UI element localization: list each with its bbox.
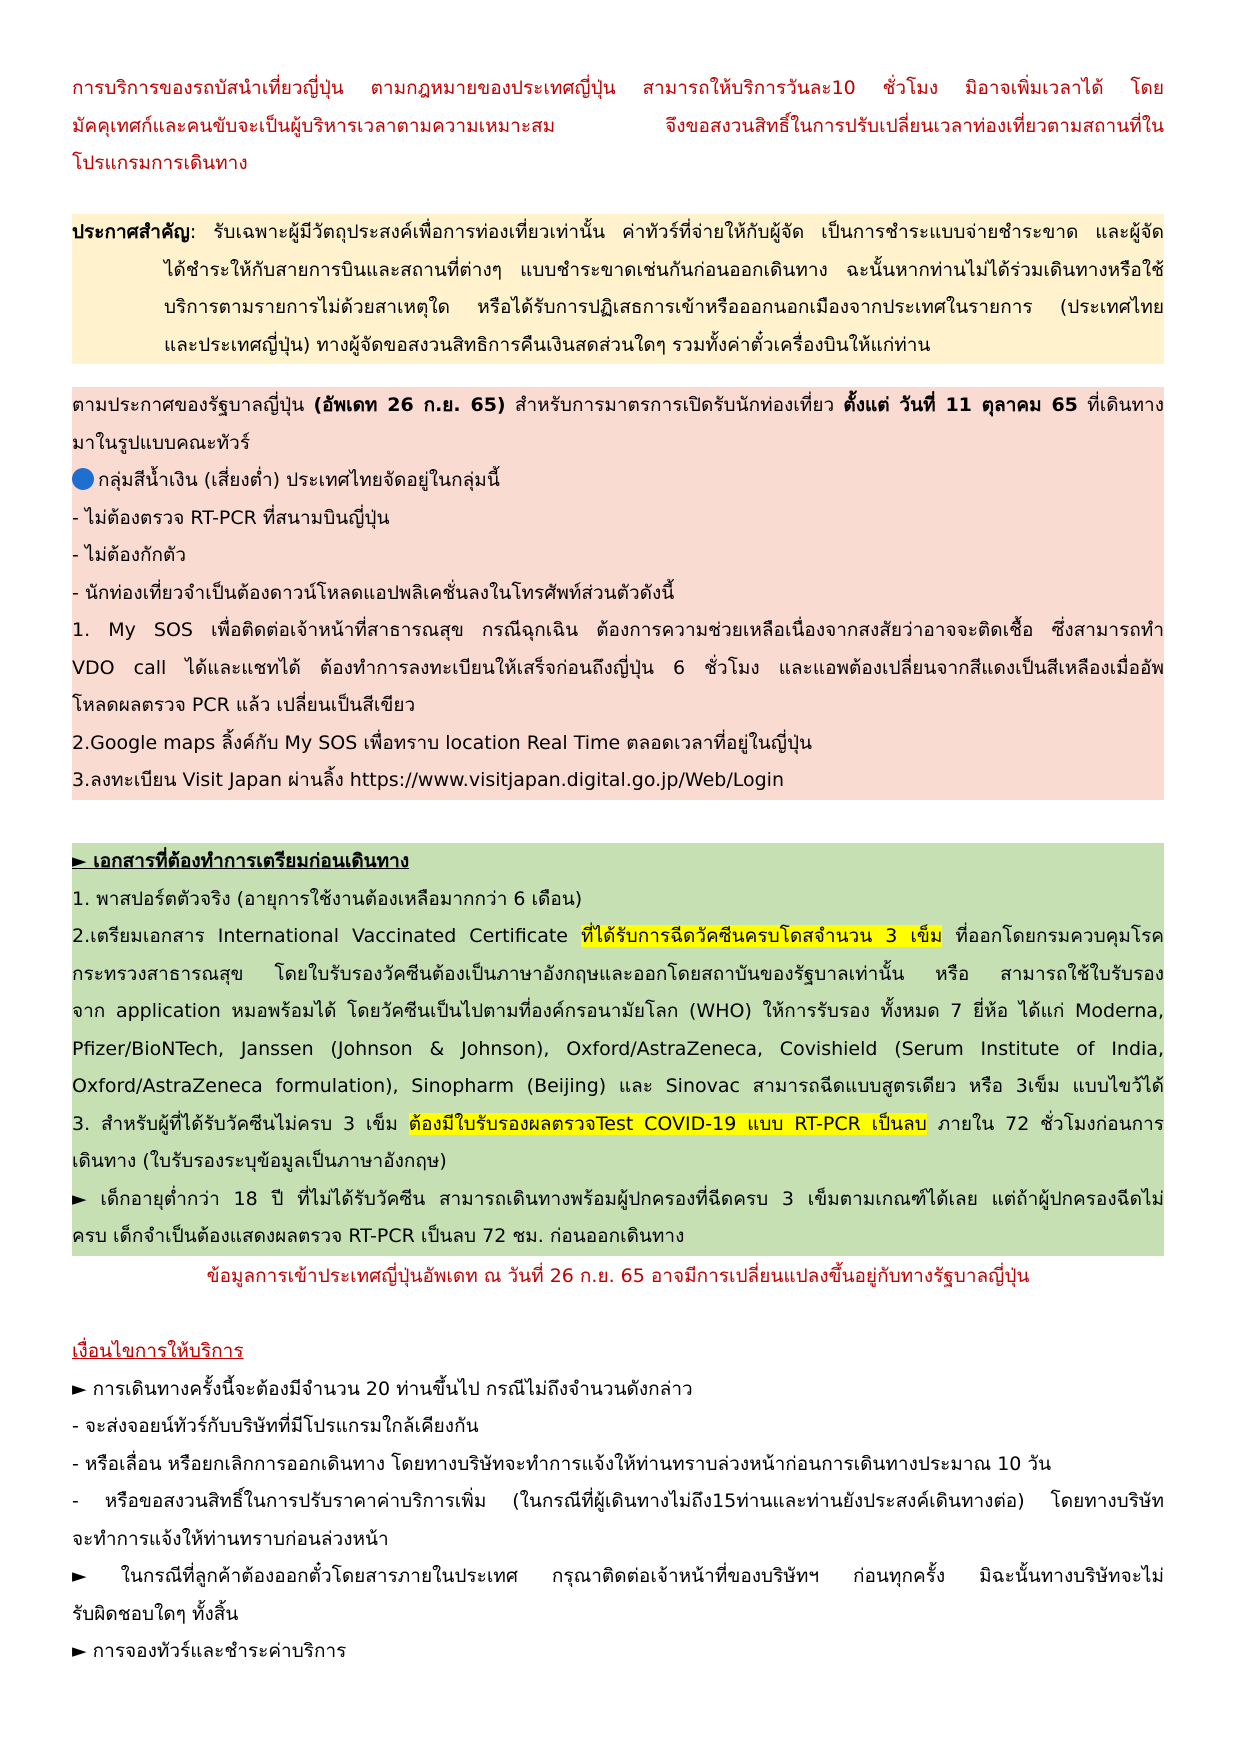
list-item: โหลดผลตรวจ PCR แล้ว เปลี่ยนเป็นสีเขียว (72, 694, 416, 716)
list-item: Oxford/AstraZeneca formulation), Sinopharm (Beijing) และ Sinovac สามารถฉีดแบบสูตรเดียว หรือ 3เข็ม แบบไขว้ได้ (72, 1075, 1164, 1097)
list-item: จาก application หมอพร้อมได้ โดยวัคซีนเป็นไปตามที่องค์กรอนามัยโลก (WHO) ให้การรับรอง ทั้งหมด 7 ยี่ห้อ ได้แก่ Moderna, (72, 1000, 1164, 1022)
announcement-text: ที่เดินทาง (1077, 394, 1164, 416)
disclaimer-text: ข้อมูลการเข้าประเทศญี่ปุ่นอัพเดท ณ วันที่ 26 ก.ย. 65 อาจมีการเปลี่ยนแปลงขึ้นอยู่กับทางรัฐบาลญี่ปุ่น (206, 1265, 1030, 1287)
important-notice (72, 214, 1164, 364)
visit-japan-link-line: 3.ลงทะเบียน Visit Japan ผ่านลิ้ง https://www.visitjapan.digital.go.jp/Web/Login (72, 769, 784, 791)
notice-label: ประกาศสำคัญ (72, 221, 190, 243)
list-item: ► การจองทัวร์และชำระค่าบริการ (72, 1640, 347, 1662)
list-item: - ไม่ต้องกักตัว (72, 544, 187, 566)
blue-group-line (72, 462, 1164, 500)
list-item (72, 918, 1164, 956)
japan-announcement (72, 387, 1164, 800)
list-item: - หรือขอสงวนสิทธิ์ในการปรับราคาค่าบริการเพิ่ม (ในกรณีที่ผู้เดินทางไม่ถึง15ท่านและท่านยังประสงค์เดินทางต่อ) โดยทางบริษัท (72, 1490, 1164, 1512)
notice-line: ได้ชำระให้กับสายการบินและสถานที่ต่างๆ แบบชำระขาดเช่นกันก่อนออกเดินทาง ฉะนั้นหากท่านไม่ได้ร่วมเดินทางหรือใช้ (164, 258, 1164, 281)
doc-text: ที่ออกโดยกรมควบคุมโรค (942, 925, 1164, 947)
list-item: - จะส่งจอยน์ทัวร์กับบริษัทที่มีโปรแกรมใกล้เคียงกัน (72, 1415, 479, 1437)
list-item: ► เด็กอายุต่ำกว่า 18 ปี ที่ไม่ได้รับวัคซีน สามารถเดินทางพร้อมผู้ปกครองที่ฉีดครบ 3 เข็มตามเกณฑ์ได้เลย แต่ถ้าผู้ปกครองฉีดไม่ (72, 1187, 1164, 1210)
list-item: เดินทาง (ใบรับรองระบุข้อมูลเป็นภาษาอังกฤษ) (72, 1150, 447, 1172)
list-item: VDO call ได้และแชทได้ ต้องทำการลงทะเบียนให้เสร็จก่อนถึงญี่ปุ่น 6 ชั่วโมง และแอพต้องเปลี่ยนจากสีแดงเป็นสีเหลืองเมื่ออัพ (72, 656, 1164, 679)
notice-first-line (72, 214, 1164, 252)
documents-section (72, 843, 1164, 1256)
list-item: กระทรวงสาธารณสุข โดยใบรับรองวัคซีนต้องเป็นภาษาอังกฤษและออกโดยสถาบันของรัฐบาลเท่านั้น หรือ สามารถใช้ใบรับรอง (72, 962, 1164, 985)
notice-line: บริการตามรายการไม่ด้วยสาเหตุใด หรือได้รับการปฏิเสธการเข้าหรือออกนอกเมืองจากประเทศในรายการ (ประเทศไทย (164, 296, 1164, 318)
doc-text: ภายใน 72 ชั่วโมงก่อนการ (926, 1112, 1164, 1135)
documents-heading: ► เอกสารที่ต้องทำการเตรียมก่อนเดินทาง (72, 850, 410, 872)
intro-line: การบริการของรถบัสนำเที่ยวญี่ปุ่น ตามกฎหมายของประเทศญี่ปุ่น สามารถให้บริการวันละ10 ชั่วโมง มิอาจเพิ่มเวลาได้ โดย (72, 77, 1164, 99)
doc-text: 2.เตรียมเอกสาร International Vaccinated Certificate (72, 925, 582, 947)
list-item: รับผิดชอบใดๆ ทั้งสิ้น (72, 1602, 239, 1625)
list-item: จะทำการแจ้งให้ท่านทราบก่อนล่วงหน้า (72, 1527, 389, 1550)
intro-line: มัคคุเทศก์และคนขับจะเป็นผู้บริหารเวลาตามความเหมาะสม จึงขอสงวนสิทธิ์ในการปรับเปลี่ยนเวลาท่องเที่ยวตามสถานที่ใน (72, 114, 1164, 137)
list-item: ครบ เด็กจำเป็นต้องแสดงผลตรวจ RT-PCR เป็นลบ 72 ชม. ก่อนออกเดินทาง (72, 1225, 685, 1247)
intro-line: โปรแกรมการเดินทาง (72, 152, 248, 174)
notice-text: : รับเฉพาะผู้มีวัตถุประสงค์เพื่อการท่องเที่ยวเท่านั้น ค่าทัวร์ที่จ่ายให้กับผู้จัด เป็นการชำระแบบจ่ายชำระขาด และผู้จัด (189, 221, 1164, 243)
blue-circle-icon (72, 468, 94, 490)
announcement-text: สำหรับการมาตรการเปิดรับนักท่องเที่ยว (505, 394, 844, 416)
announcement-line (72, 387, 1164, 425)
list-item: - หรือเลื่อน หรือยกเลิกการออกเดินทาง โดยทางบริษัทจะทำการแจ้งให้ท่านทราบล่วงหน้าก่อนการเดินทางประมาณ 10 วัน (72, 1452, 1052, 1475)
list-item: ► การเดินทางครั้งนี้จะต้องมีจำนวน 20 ท่านขึ้นไป กรณีไม่ถึงจำนวนดังกล่าว (72, 1377, 693, 1400)
bus-service-intro (72, 70, 1164, 183)
notice-line: และประเทศญี่ปุ่น) ทางผู้จัดขอสงวนสิทธิการคืนเงินสดส่วนใดๆ รวมทั้งค่าตั๋วเครื่องบินให้แก่ท่าน (164, 333, 931, 356)
list-item: - นักท่องเที่ยวจำเป็นต้องดาวน์โหลดแอปพลิเคชั่นลงในโทรศัพท์ส่วนตัวดังนี้ (72, 581, 675, 604)
list-item: - ไม่ต้องตรวจ RT-PCR ที่สนามบินญี่ปุ่น (72, 506, 390, 529)
open-date: ตั้งแต่ วันที่ 11 ตุลาคม 65 (843, 394, 1078, 416)
list-item: 1. พาสปอร์ตตัวจริง (อายุการใช้งานต้องเหลือมากกว่า 6 เดือน) (72, 887, 583, 910)
service-conditions (72, 1333, 1164, 1671)
update-date: (อัพเดท 26 ก.ย. 65) (313, 394, 506, 416)
update-disclaimer (72, 1258, 1164, 1296)
list-item: Pfizer/BioNTech, Janssen (Johnson & Johnson), Oxford/AstraZeneca, Covishield (Serum Institute of India, (72, 1037, 1164, 1060)
doc-text: 3. สำหรับผู้ที่ได้รับวัคซีนไม่ครบ 3 เข็ม (72, 1112, 409, 1135)
list-item: 2.Google maps ลิ้งค์กับ My SOS เพื่อทราบ location Real Time ตลอดเวลาที่อยู่ในญี่ปุ่น (72, 731, 813, 754)
conditions-heading: เงื่อนไขการให้บริการ (72, 1340, 244, 1362)
announcement-line: มาในรูปแบบคณะทัวร์ (72, 431, 251, 454)
pcr-highlight: ต้องมีใบรับรองผลตรวจTest COVID-19 แบบ RT-PCR เป็นลบ (408, 1112, 927, 1135)
list-item: 1. My SOS เพื่อติดต่อเจ้าหน้าที่สาธารณสุข กรณีฉุกเฉิน ต้องการความช่วยเหลือเนื่องจากสงสัยว่าอาจจะติดเชื้อ ซึ่งสามารถทำ (72, 619, 1164, 641)
blue-group-text: กลุ่มสีน้ำเงิน (เสี่ยงต่ำ) ประเทศไทยจัดอยู่ในกลุ่มนี้ (98, 469, 500, 491)
list-item (72, 1106, 1164, 1144)
vaccine-highlight: ที่ได้รับการฉีดวัคซีนครบโดสจำนวน 3 เข็ม (581, 925, 943, 947)
list-item: ► ในกรณีที่ลูกค้าต้องออกตั๋วโดยสารภายในประเทศ กรุณาติดต่อเจ้าหน้าที่ของบริษัทฯ ก่อนทุกครั้ง มิฉะนั้นทางบริษัทจะไม่ (72, 1565, 1164, 1587)
announcement-text: ตามประกาศของรัฐบาลญี่ปุ่น (72, 394, 314, 416)
